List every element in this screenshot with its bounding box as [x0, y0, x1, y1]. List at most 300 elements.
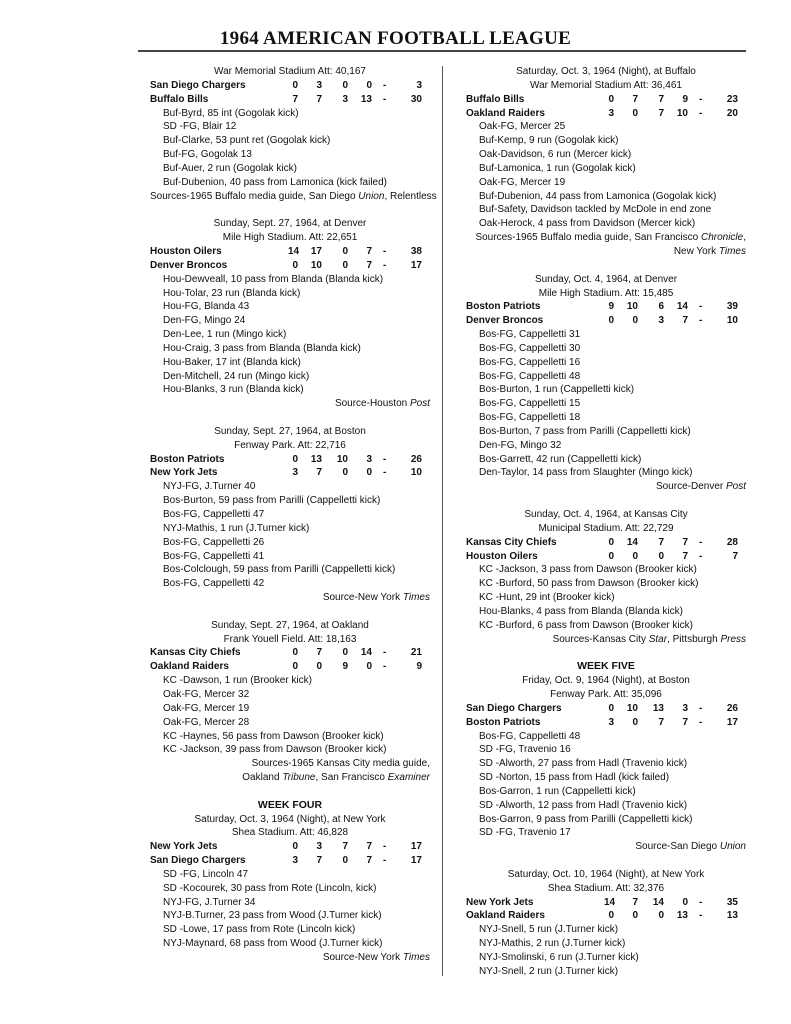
quarter-score: 0: [658, 910, 664, 922]
final-score: 26: [410, 453, 422, 465]
game-block: [466, 494, 746, 646]
final-score: 10: [410, 467, 422, 479]
scoring-play: KC -Haynes, 56 pass from Dawson (Brooker kick): [163, 730, 384, 742]
source-line: [150, 771, 430, 785]
spacer: [466, 854, 746, 868]
team-name: Houston Oilers: [150, 245, 222, 257]
score-row: [466, 896, 746, 910]
scoring-play: Bos-FG, Cappelletti 31: [479, 329, 581, 341]
game-header-line: Mile High Stadium. Att: 22,651: [222, 232, 358, 244]
quarter-score: 9: [608, 301, 614, 313]
score-dash: -: [699, 536, 703, 548]
team-name: New York Jets: [150, 467, 218, 479]
scoring-play: KC -Burford, 6 pass from Dawson (Brooker kick): [479, 619, 693, 631]
scoring-play: Oak-Davidson, 6 run (Mercer kick): [479, 149, 632, 161]
team-name: Boston Patriots: [466, 716, 541, 728]
spacer: [466, 646, 746, 660]
scoring-play: KC -Jackson, 3 pass from Dawson (Brooker kick): [479, 564, 697, 576]
quarter-score: 0: [608, 315, 614, 327]
scoring-play: NYJ-FG, J.Turner 40: [163, 481, 256, 493]
final-score: 35: [726, 896, 738, 908]
spacer: [150, 605, 430, 619]
quarter-score: 0: [292, 79, 298, 91]
scoring-play: Buf-Dubenion, 40 pass from Lamonica (kick failed): [163, 176, 387, 188]
quarter-score: 14: [652, 896, 664, 908]
score-dash: -: [383, 259, 387, 271]
scoring-play: NYJ-Snell, 5 run (J.Turner kick): [479, 924, 619, 936]
quarter-score: 7: [658, 536, 664, 548]
final-score: 21: [410, 647, 422, 659]
score-row: [466, 716, 746, 730]
scoring-play: Oak-FG, Mercer 32: [163, 688, 250, 700]
scoring-play: Den-Mitchell, 24 run (Mingo kick): [163, 370, 310, 382]
week-heading: WEEK FIVE: [577, 660, 635, 673]
quarter-score: 14: [288, 245, 300, 257]
source-text: New York: [673, 245, 719, 257]
score-row: [466, 300, 746, 314]
game-header-line: Saturday, Oct. 3, 1964 (Night), at New York: [194, 813, 386, 825]
source-line: [150, 190, 437, 204]
game-header-line: Fenway Park. Att: 35,096: [550, 688, 662, 700]
scoring-play: NYJ-Mathis, 1 run (J.Turner kick): [163, 522, 310, 534]
source-text: Examiner: [387, 772, 430, 784]
score-row: [466, 107, 746, 121]
final-score: 3: [416, 79, 422, 91]
scoring-play: Hou-Baker, 17 int (Blanda kick): [163, 356, 301, 368]
final-score: 13: [726, 910, 738, 922]
score-row: [466, 702, 746, 716]
final-score: 17: [726, 716, 738, 728]
quarter-score: 10: [676, 107, 688, 119]
source-text: , Pittsburgh: [667, 633, 721, 645]
quarter-score: 0: [632, 550, 638, 562]
score-dash: -: [383, 661, 387, 673]
score-row: [150, 466, 430, 480]
game-block: [466, 259, 746, 494]
quarter-score: 0: [632, 107, 638, 119]
source-line: [466, 840, 746, 854]
source-text: Sources-1965 Buffalo media guide, San Diego: [150, 190, 359, 202]
score-dash: -: [699, 702, 703, 714]
spacer: [466, 494, 746, 508]
score-row: [150, 840, 430, 854]
score-row: [466, 550, 746, 564]
final-score: 39: [726, 301, 738, 313]
quarter-score: 7: [342, 841, 348, 853]
source-line: [466, 231, 746, 245]
scoring-play: Hou-Tolar, 23 run (Blanda kick): [163, 287, 301, 299]
source-line: [150, 591, 430, 605]
score-dash: -: [699, 550, 703, 562]
scoring-play: Bos-FG, Cappelletti 41: [163, 550, 265, 562]
week-heading: WEEK FOUR: [257, 798, 323, 811]
quarter-score: 7: [658, 716, 664, 728]
game-header-line: Frank Youell Field. Att: 18,163: [223, 633, 357, 645]
final-score: 10: [726, 315, 738, 327]
scoring-play: KC -Dawson, 1 run (Brooker kick): [163, 675, 312, 687]
quarter-score: 0: [342, 855, 348, 867]
scoring-play: SD -Norton, 15 pass from Hadl (kick failed): [479, 772, 670, 784]
scoring-play: Bos-FG, Cappelletti 16: [479, 356, 581, 368]
quarter-score: 0: [292, 841, 298, 853]
quarter-score: 3: [342, 93, 348, 105]
column-divider: [442, 66, 443, 976]
team-name: Kansas City Chiefs: [150, 647, 241, 659]
score-row: [466, 93, 746, 107]
quarter-score: 3: [682, 702, 688, 714]
game-block: [150, 65, 437, 203]
score-dash: -: [383, 841, 387, 853]
score-row: [150, 79, 430, 93]
scoring-play: Buf-FG, Gogolak 13: [163, 149, 252, 161]
team-name: New York Jets: [150, 841, 218, 853]
source-text: , San Francisco: [315, 772, 388, 784]
quarter-score: 0: [682, 896, 688, 908]
source-text: Post: [725, 481, 746, 493]
scoring-play: KC -Jackson, 39 pass from Dawson (Brooker kick): [163, 744, 387, 756]
quarter-score: 0: [292, 661, 298, 673]
scoring-play: NYJ-Smolinski, 6 run (J.Turner kick): [479, 952, 639, 963]
scoring-play: SD -Alworth, 27 pass from Hadl (Travenio kick): [479, 758, 688, 770]
score-row: [466, 536, 746, 550]
scoring-play: Bos-FG, Cappelletti 18: [479, 412, 581, 424]
quarter-score: 0: [632, 716, 638, 728]
scoring-play: Oak-FG, Mercer 25: [479, 121, 566, 133]
quarter-score: 7: [682, 536, 688, 548]
right-column: [466, 65, 746, 979]
quarter-score: 7: [682, 315, 688, 327]
game-header-line: Sunday, Sept. 27, 1964, at Boston: [214, 425, 366, 437]
source-text: Times: [718, 245, 746, 257]
team-name: Kansas City Chiefs: [466, 536, 557, 548]
scoring-play: NYJ-Snell, 2 run (J.Turner kick): [479, 965, 619, 977]
quarter-score: 10: [626, 702, 638, 714]
scoring-play: Hou-Craig, 3 pass from Blanda (Blanda kick): [163, 342, 361, 354]
quarter-score: 3: [608, 107, 614, 119]
quarter-score: 6: [658, 301, 664, 313]
page-title: 1964 AMERICAN FOOTBALL LEAGUE: [219, 28, 572, 49]
final-score: 30: [410, 93, 422, 105]
quarter-score: 7: [366, 855, 372, 867]
game-header-line: Shea Stadium. Att: 46,828: [231, 827, 349, 839]
game-header-line: Friday, Oct. 9, 1964 (Night), at Boston: [522, 675, 690, 687]
scoring-play: Hou-Dewveall, 10 pass from Blanda (Blanda kick): [163, 273, 384, 285]
scoring-play: Buf-Clarke, 53 punt ret (Gogolak kick): [163, 135, 331, 147]
game-header-line: Sunday, Sept. 27, 1964, at Oakland: [211, 619, 369, 631]
scoring-play: NYJ-B.Turner, 23 pass from Wood (J.Turner kick): [163, 910, 382, 922]
quarter-score: 3: [658, 315, 664, 327]
quarter-score: 0: [292, 259, 298, 271]
source-text: Source-New York: [322, 952, 403, 963]
scoring-play: Bos-FG, Cappelletti 42: [163, 578, 265, 590]
quarter-score: 7: [682, 550, 688, 562]
quarter-score: 0: [608, 702, 614, 714]
final-score: 23: [726, 93, 738, 105]
quarter-score: 7: [366, 245, 372, 257]
game-block: [150, 203, 430, 411]
team-name: Denver Broncos: [150, 259, 228, 271]
final-score: 28: [726, 536, 738, 548]
source-line: [466, 480, 746, 494]
quarter-score: 7: [316, 467, 322, 479]
spacer: [150, 203, 430, 217]
team-name: Buffalo Bills: [466, 93, 525, 105]
scoring-play: Bos-FG, Cappelletti 30: [479, 342, 581, 354]
quarter-score: 0: [342, 467, 348, 479]
quarter-score: 0: [608, 550, 614, 562]
scoring-play: Hou-Blanks, 3 run (Blanda kick): [163, 384, 304, 396]
scoring-play: Bos-FG, Cappelletti 15: [479, 398, 581, 410]
scoring-play: Hou-FG, Blanda 43: [163, 301, 250, 313]
scoring-play: Buf-Lamonica, 1 run (Gogolak kick): [479, 162, 636, 174]
scoring-play: Bos-FG, Cappelletti 26: [163, 536, 265, 548]
quarter-score: 0: [366, 79, 372, 91]
team-name: San Diego Chargers: [150, 855, 246, 867]
score-dash: -: [383, 245, 387, 257]
scoring-play: Bos-Garron, 1 run (Cappelletti kick): [479, 785, 636, 797]
scoring-play: Bos-Garron, 9 pass from Parilli (Cappelletti kick): [479, 813, 693, 825]
game-header-line: Sunday, Oct. 4, 1964, at Denver: [534, 273, 678, 285]
source-text: Star: [648, 633, 668, 645]
source-text: , Relentless: [384, 190, 437, 202]
quarter-score: 7: [366, 841, 372, 853]
quarter-score: 7: [366, 259, 372, 271]
team-name: San Diego Chargers: [150, 79, 246, 91]
scoring-play: SD -Lowe, 17 pass from Rote (Lincoln kick): [163, 924, 356, 936]
scoring-play: Bos-FG, Cappelletti 48: [479, 370, 581, 382]
source-text: Oakland: [242, 772, 283, 784]
quarter-score: 13: [360, 93, 372, 105]
scoring-play: Bos-FG, Cappelletti 48: [479, 730, 581, 742]
quarter-score: 0: [342, 245, 348, 257]
spacer: [150, 411, 430, 425]
game-header-line: Municipal Stadium. Att: 22,729: [538, 522, 674, 534]
source-text: Tribune: [282, 772, 316, 784]
quarter-score: 3: [316, 841, 322, 853]
source-text: Times: [402, 592, 430, 604]
spacer: [466, 259, 746, 273]
source-text: Source-Houston: [334, 398, 410, 410]
game-block: [466, 65, 746, 259]
quarter-score: 0: [366, 661, 372, 673]
final-score: 17: [410, 259, 422, 271]
quarter-score: 10: [336, 453, 348, 465]
quarter-score: 9: [342, 661, 348, 673]
scoring-play: Buf-Safety, Davidson tackled by McDole in end zone: [479, 204, 712, 216]
title-rule: [138, 50, 746, 52]
source-text: Sources-1965 Kansas City media guide,: [251, 758, 430, 770]
score-row: [150, 245, 430, 259]
source-text: Sources-1965 Buffalo media guide, San Francisco: [475, 232, 701, 244]
final-score: 17: [410, 841, 422, 853]
game-block: [466, 854, 746, 979]
scoring-play: NYJ-FG, J.Turner 34: [163, 896, 256, 908]
quarter-score: 0: [292, 647, 298, 659]
source-text: Sources-Kansas City: [552, 633, 649, 645]
scoring-play: NYJ-Mathis, 2 run (J.Turner kick): [479, 938, 626, 950]
quarter-score: 7: [632, 896, 638, 908]
source-line: [466, 245, 746, 259]
quarter-score: 0: [632, 910, 638, 922]
source-line: [150, 397, 430, 411]
scoring-play: Buf-Dubenion, 44 pass from Lamonica (Gogolak kick): [479, 190, 717, 202]
scoring-play: SD -FG, Lincoln 47: [163, 868, 249, 880]
team-name: Buffalo Bills: [150, 93, 209, 105]
score-dash: -: [383, 79, 387, 91]
scoring-play: Oak-FG, Mercer 28: [163, 716, 250, 728]
game-header-line: Fenway Park. Att: 22,716: [234, 439, 346, 451]
scoring-play: Oak-FG, Mercer 19: [163, 702, 250, 714]
source-text: ,: [743, 232, 746, 244]
game-block: [150, 605, 430, 785]
source-text: Source-New York: [322, 592, 403, 604]
quarter-score: 7: [316, 93, 322, 105]
scoring-play: Oak-Herock, 4 pass from Davidson (Mercer kick): [479, 218, 696, 230]
final-score: 9: [416, 661, 422, 673]
quarter-score: 0: [292, 453, 298, 465]
quarter-score: 17: [310, 245, 322, 257]
quarter-score: 0: [342, 79, 348, 91]
final-score: 17: [410, 855, 422, 867]
game-block: [150, 411, 430, 605]
team-name: Houston Oilers: [466, 550, 538, 562]
left-column: [150, 65, 437, 965]
score-dash: -: [699, 107, 703, 119]
score-row: [150, 453, 430, 467]
score-dash: -: [699, 93, 703, 105]
team-name: Boston Patriots: [150, 453, 225, 465]
quarter-score: 0: [316, 661, 322, 673]
quarter-score: 3: [292, 855, 298, 867]
game-header-line: Saturday, Oct. 10, 1964 (Night), at New York: [507, 868, 705, 880]
game-header-line: Sunday, Oct. 4, 1964, at Kansas City: [524, 509, 688, 520]
scoring-play: Den-Taylor, 14 pass from Slaughter (Mingo kick): [479, 467, 693, 479]
scoring-play: SD -FG, Blair 12: [163, 121, 237, 133]
score-dash: -: [383, 855, 387, 867]
quarter-score: 7: [658, 93, 664, 105]
game-header-line: Saturday, Oct. 3, 1964 (Night), at Buffalo: [516, 66, 696, 77]
score-row: [466, 314, 746, 328]
final-score: 20: [726, 107, 738, 119]
scoring-play: NYJ-Maynard, 68 pass from Wood (J.Turner kick): [163, 938, 383, 950]
scoring-play: Oak-FG, Mercer 19: [479, 176, 566, 188]
score-dash: -: [383, 467, 387, 479]
source-text: Times: [402, 952, 430, 963]
final-score: 7: [732, 550, 738, 562]
team-name: Oakland Raiders: [466, 910, 545, 922]
score-dash: -: [383, 647, 387, 659]
quarter-score: 3: [608, 716, 614, 728]
team-name: San Diego Chargers: [466, 702, 562, 714]
quarter-score: 14: [676, 301, 688, 313]
quarter-score: 14: [604, 896, 616, 908]
quarter-score: 0: [342, 259, 348, 271]
game-header-line: Mile High Stadium. Att: 15,485: [538, 287, 674, 299]
source-text: Union: [719, 841, 746, 853]
quarter-score: 10: [310, 259, 322, 271]
scoring-play: KC -Burford, 50 pass from Dawson (Brooker kick): [479, 578, 699, 590]
game-header-line: Shea Stadium. Att: 32,376: [547, 882, 665, 894]
scoring-play: Buf-Byrd, 85 int (Gogolak kick): [163, 107, 299, 119]
spacer: [150, 785, 430, 799]
team-name: Oakland Raiders: [466, 107, 545, 119]
quarter-score: 0: [632, 315, 638, 327]
score-row: [150, 93, 430, 107]
quarter-score: 0: [608, 910, 614, 922]
game-block: [466, 646, 746, 854]
scoring-play: SD -FG, Travenio 16: [479, 744, 571, 756]
scoring-play: Bos-Burton, 59 pass from Parilli (Cappelletti kick): [163, 495, 381, 507]
quarter-score: 7: [316, 647, 322, 659]
source-text: Post: [409, 398, 430, 410]
scoring-play: Bos-Garrett, 42 run (Cappelletti kick): [479, 453, 642, 465]
score-dash: -: [699, 315, 703, 327]
game-header-line: War Memorial Stadium Att: 36,461: [530, 79, 682, 91]
team-name: Oakland Raiders: [150, 661, 229, 673]
score-dash: -: [699, 301, 703, 313]
score-row: [150, 660, 430, 674]
score-dash: -: [383, 453, 387, 465]
quarter-score: 7: [682, 716, 688, 728]
scoring-play: Bos-Burton, 1 run (Cappelletti kick): [479, 384, 635, 396]
quarter-score: 7: [292, 93, 298, 105]
final-score: 38: [410, 245, 422, 257]
scoring-play: Buf-Kemp, 9 run (Gogolak kick): [479, 135, 619, 147]
quarter-score: 0: [608, 536, 614, 548]
quarter-score: 13: [310, 453, 322, 465]
final-score: 26: [726, 702, 738, 714]
quarter-score: 13: [652, 702, 664, 714]
score-row: [150, 854, 430, 868]
quarter-score: 14: [360, 647, 372, 659]
score-row: [466, 909, 746, 923]
scoring-play: Den-FG, Mingo 32: [479, 439, 562, 451]
quarter-score: 0: [658, 550, 664, 562]
game-header-line: War Memorial Stadium Att: 40,167: [214, 66, 366, 77]
scoring-play: SD -Alworth, 12 pass from Hadl (Travenio kick): [479, 799, 688, 811]
quarter-score: 10: [626, 301, 638, 313]
scoring-play: Bos-Colclough, 59 pass from Parilli (Cappelletti kick): [163, 564, 396, 576]
source-line: [466, 633, 746, 647]
source-text: Press: [720, 633, 746, 645]
scoring-play: Den-FG, Mingo 24: [163, 315, 246, 327]
scoring-play: Hou-Blanks, 4 pass from Blanda (Blanda kick): [479, 605, 683, 617]
source-text: Chronicle: [700, 232, 744, 244]
scoring-play: Bos-Burton, 7 pass from Parilli (Cappelletti kick): [479, 425, 691, 437]
quarter-score: 0: [342, 647, 348, 659]
team-name: Boston Patriots: [466, 301, 541, 313]
quarter-score: 13: [676, 910, 688, 922]
source-line: [150, 757, 430, 771]
scoring-play: SD -FG, Travenio 17: [479, 827, 571, 839]
scoring-play: KC -Hunt, 29 int (Brooker kick): [479, 592, 615, 604]
quarter-score: 0: [366, 467, 372, 479]
quarter-score: 7: [316, 855, 322, 867]
team-name: New York Jets: [466, 896, 534, 908]
source-text: Union: [358, 190, 385, 202]
score-dash: -: [699, 716, 703, 728]
quarter-score: 7: [632, 93, 638, 105]
game-block: [150, 785, 430, 965]
score-row: [150, 646, 430, 660]
source-line: [150, 951, 430, 965]
quarter-score: 7: [658, 107, 664, 119]
scoring-play: Den-Lee, 1 run (Mingo kick): [163, 329, 287, 341]
scoring-play: Buf-Auer, 2 run (Gogolak kick): [163, 162, 297, 174]
quarter-score: 3: [292, 467, 298, 479]
quarter-score: 9: [682, 93, 688, 105]
game-header-line: Sunday, Sept. 27, 1964, at Denver: [213, 218, 367, 230]
